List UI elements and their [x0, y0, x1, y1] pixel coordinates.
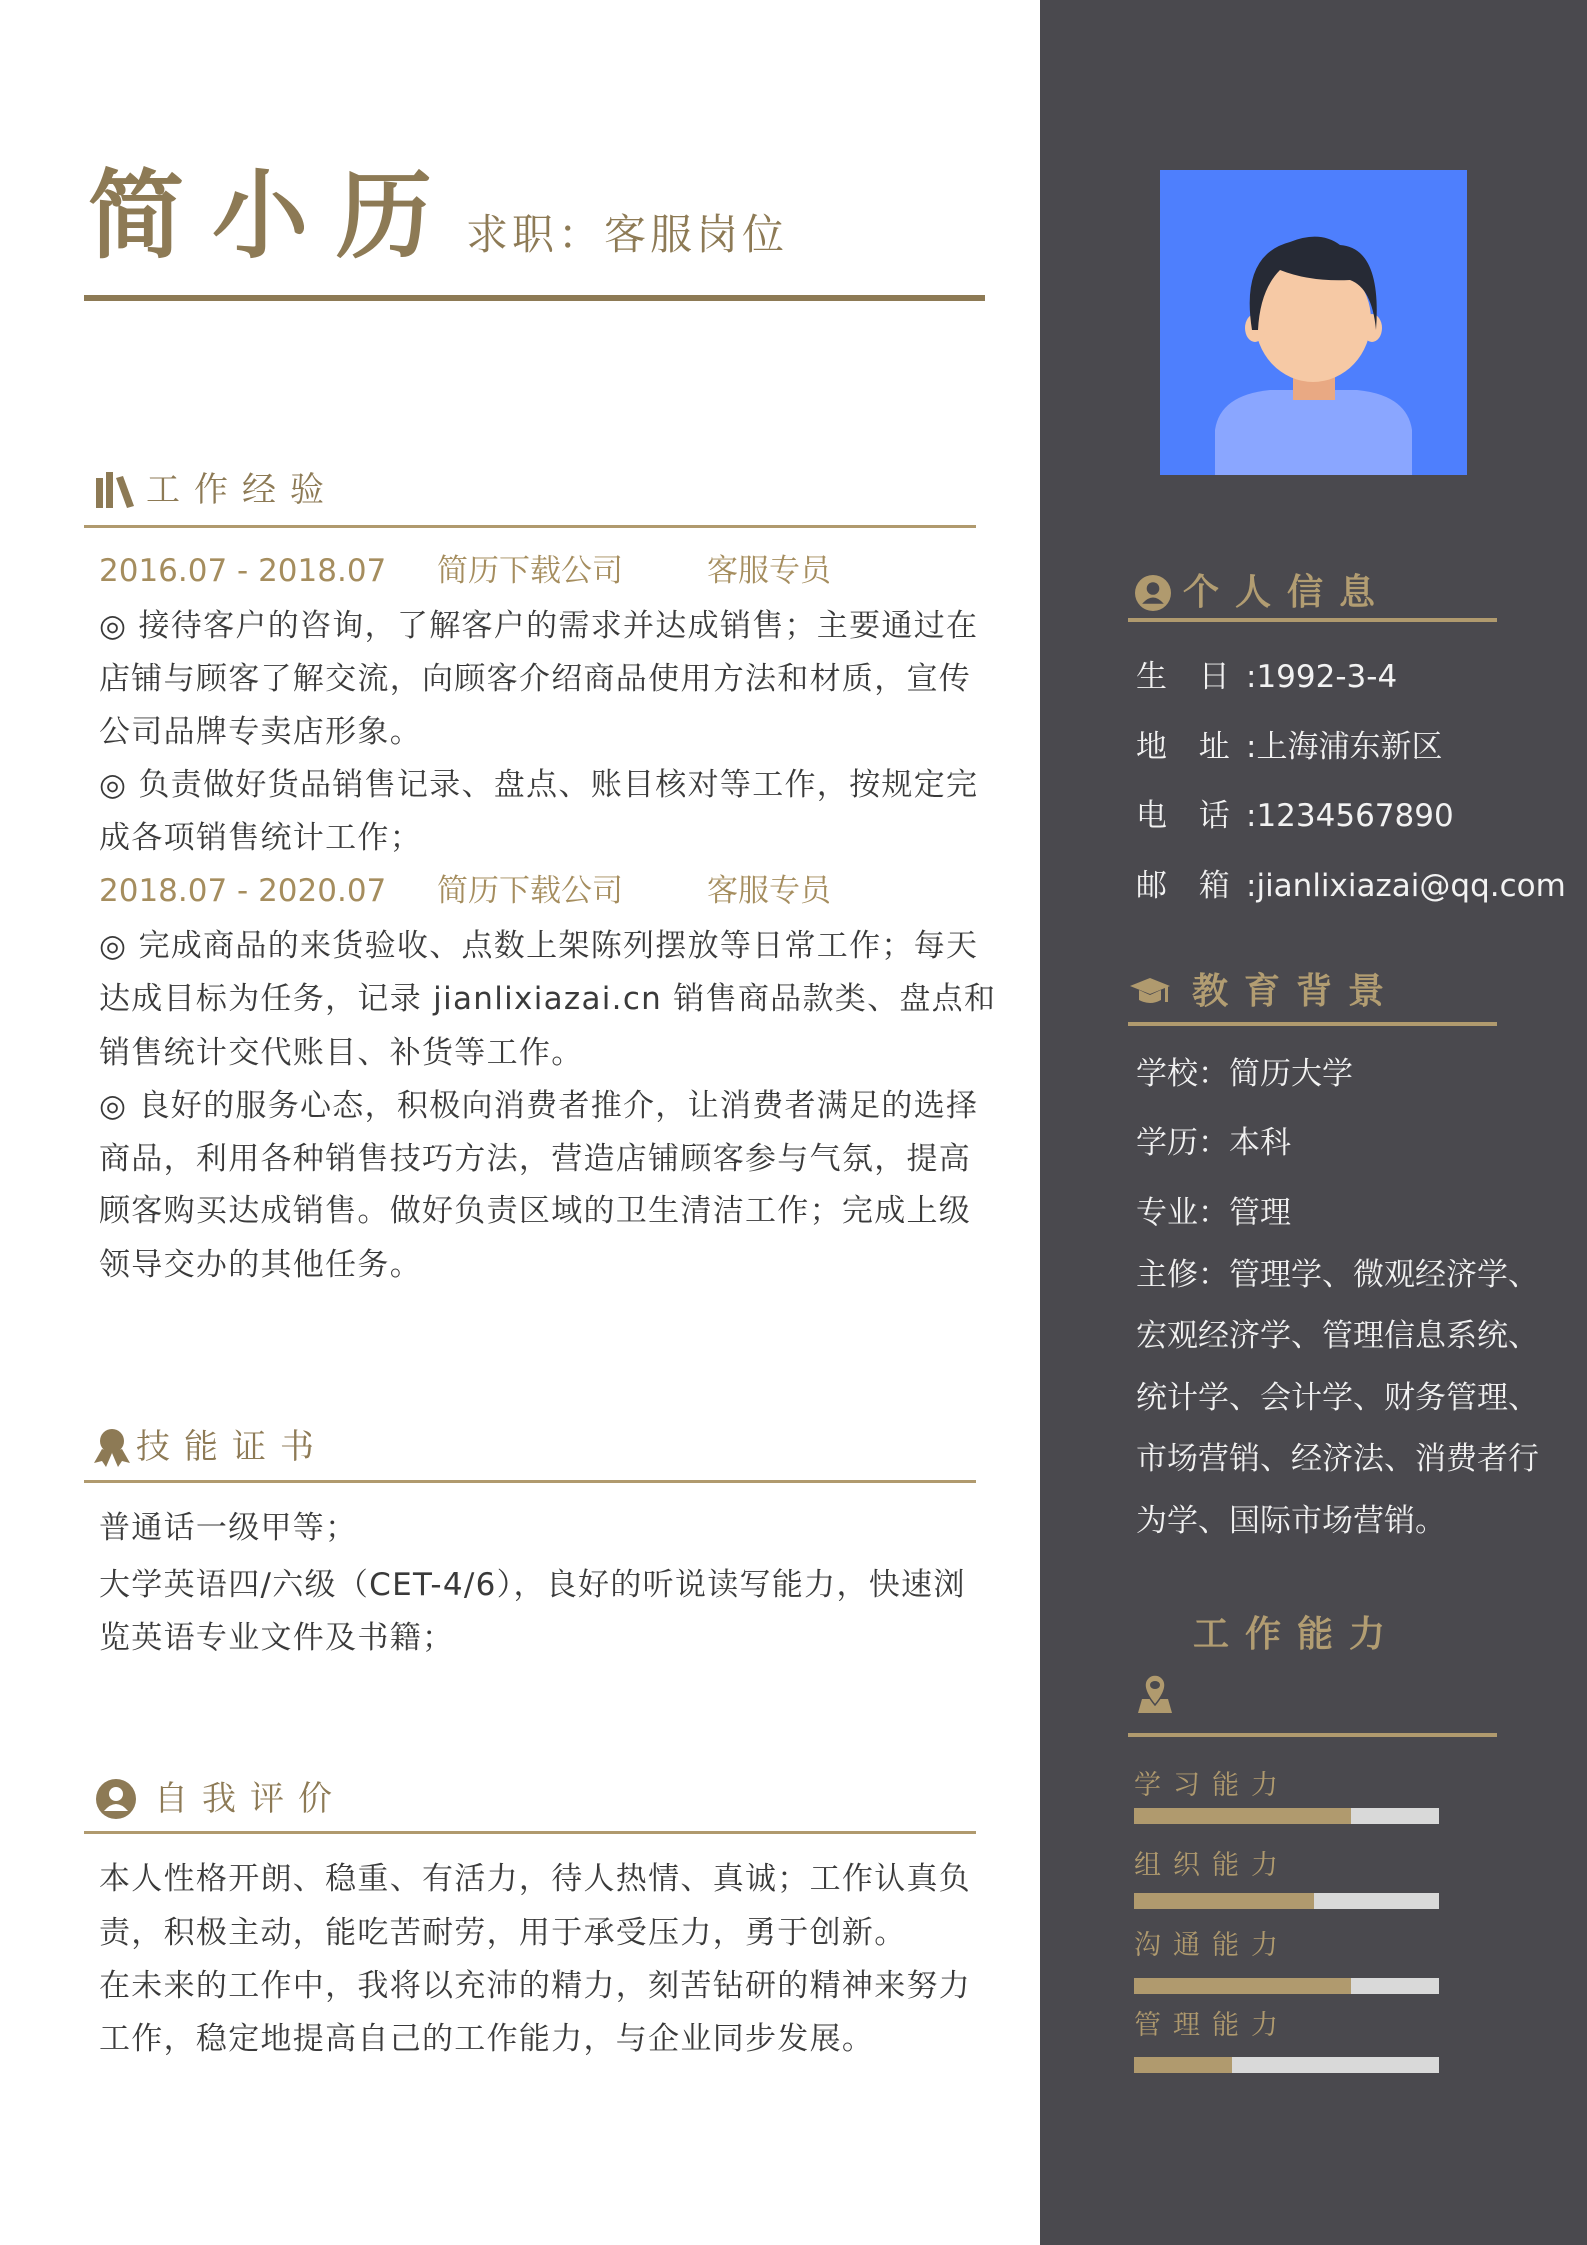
info-value: 1234567890: [1256, 798, 1454, 834]
job-desc-line: 销售统计交代账目、补货等工作。: [99, 1035, 584, 1071]
info-phone: 电 话 :1234567890: [1136, 798, 1454, 834]
avatar-icon: [1160, 170, 1467, 475]
info-label: 邮 箱: [1136, 868, 1234, 904]
info-value: jianlixiazai@qq.com: [1256, 868, 1566, 904]
resume-name: 简小历: [88, 160, 460, 272]
job-desc-line: 商品，利用各种销售技巧方法，营造店铺顾客参与气氛，提高: [99, 1141, 972, 1177]
self-eval-line: 本人性格开朗、稳重、有活力，待人热情、真诚；工作认真负: [99, 1861, 972, 1897]
work-experience-heading: [96, 472, 338, 508]
edu-line: 主修：管理学、微观经济学、: [1136, 1257, 1539, 1293]
cert-line: 普通话一级甲等；: [99, 1510, 358, 1546]
self-eval-line: 工作，稳定地提高自己的工作能力，与企业同步发展。: [99, 2021, 875, 2057]
info-birthday: 生 日 :1992-3-4: [1136, 659, 1398, 695]
job-desc-line: 领导交办的其他任务。: [99, 1247, 422, 1283]
profile-photo: [1160, 170, 1467, 475]
user-circle-icon: [96, 1779, 136, 1819]
books-icon: [96, 472, 136, 508]
job-date: 2018.07 - 2020.07: [99, 873, 387, 909]
ability-bar: [1134, 1808, 1439, 1824]
info-address: 地 址 :上海浦东新区: [1136, 729, 1443, 765]
skills-cert-heading: [92, 1427, 328, 1467]
section-divider: [1128, 618, 1497, 622]
section-title: 技能证书: [136, 1427, 328, 1467]
ability-label: 沟通能力: [1134, 1930, 1290, 1961]
section-divider: [1128, 1022, 1497, 1026]
section-title: 工作经验: [146, 470, 338, 510]
edu-line: 为学、国际市场营销。: [1136, 1503, 1446, 1539]
self-eval-heading: [96, 1779, 346, 1819]
self-eval-line: 责，积极主动，能吃苦耐劳，用于承受压力，勇于创新。: [99, 1915, 907, 1951]
job-desc-line: ◎ 负责做好货品销售记录、盘点、账目核对等工作，按规定完: [99, 767, 979, 803]
edu-line: 学校：简历大学: [1136, 1056, 1353, 1092]
cert-line: 大学英语四/六级（CET-4/6），良好的听说读写能力，快速浏: [99, 1567, 966, 1603]
ability-bar: [1134, 2057, 1439, 2073]
job-desc-line: ◎ 良好的服务心态，积极向消费者推介，让消费者满足的选择: [99, 1088, 979, 1124]
job-desc-line: 公司品牌专卖店形象。: [99, 714, 422, 750]
ability-bar-fill: [1134, 1893, 1314, 1909]
graduation-cap-icon: [1130, 976, 1170, 1008]
section-title: 教育背景: [1192, 971, 1401, 1012]
job-objective: 求职：客服岗位: [466, 210, 789, 259]
job-company: 简历下载公司: [437, 553, 623, 589]
section-title: 工作能力: [1193, 1614, 1402, 1655]
cert-line: 览英语专业文件及书籍；: [99, 1620, 455, 1656]
ability-label: 组织能力: [1134, 1850, 1290, 1881]
section-title: 自我评价: [154, 1779, 346, 1819]
info-value: 1992-3-4: [1256, 659, 1398, 695]
edu-line: 专业：管理: [1136, 1195, 1291, 1231]
ability-label: 学习能力: [1134, 1770, 1290, 1801]
info-label: 电 话: [1136, 798, 1234, 834]
section-title: 个人信息: [1183, 572, 1392, 613]
education-heading: [1130, 971, 1401, 1012]
info-email: 邮 箱 :jianlixiazai@qq.com: [1136, 868, 1566, 904]
abilities-heading: [1193, 1614, 1402, 1655]
job-desc-line: ◎ 接待客户的咨询，了解客户的需求并达成销售；主要通过在: [99, 608, 979, 644]
ability-bar-fill: [1134, 1808, 1351, 1824]
job-desc-line: 顾客购买达成销售。做好负责区域的卫生清洁工作；完成上级: [99, 1193, 972, 1229]
edu-line: 宏观经济学、管理信息系统、: [1136, 1318, 1539, 1354]
edu-line: 统计学、会计学、财务管理、: [1136, 1380, 1539, 1416]
self-eval-line: 在未来的工作中，我将以充沛的精力，刻苦钻研的精神来努力: [99, 1968, 972, 2004]
section-divider: [84, 525, 976, 528]
info-value: 上海浦东新区: [1256, 729, 1443, 765]
job-role: 客服专员: [707, 873, 831, 909]
map-pin-icon: [1138, 1673, 1172, 1713]
info-label: 地 址: [1136, 729, 1234, 765]
personal-info-heading: [1135, 572, 1392, 613]
job-desc-line: 店铺与顾客了解交流，向顾客介绍商品使用方法和材质，宣传: [99, 661, 972, 697]
edu-line: 市场营销、经济法、消费者行: [1136, 1441, 1539, 1477]
job-company: 简历下载公司: [437, 873, 623, 909]
award-icon: [92, 1427, 132, 1467]
job-role: 客服专员: [707, 553, 831, 589]
section-divider: [1128, 1733, 1497, 1737]
title-divider: [84, 295, 985, 301]
job-desc-line: 成各项销售统计工作；: [99, 820, 422, 856]
info-label: 生 日: [1136, 659, 1234, 695]
section-divider: [84, 1480, 976, 1483]
ability-bar-fill: [1134, 1978, 1351, 1994]
job-date: 2016.07 - 2018.07: [99, 553, 387, 589]
section-divider: [84, 1831, 976, 1834]
job-desc-line: 达成目标为任务，记录 jianlixiazai.cn 销售商品款类、盘点和: [99, 981, 997, 1017]
edu-line: 学历：本科: [1136, 1125, 1291, 1161]
ability-label: 管理能力: [1134, 2010, 1290, 2041]
ability-bar: [1134, 1978, 1439, 1994]
ability-bar: [1134, 1893, 1439, 1909]
ability-bar-fill: [1134, 2057, 1232, 2073]
user-circle-icon: [1135, 575, 1171, 611]
job-desc-line: ◎ 完成商品的来货验收、点数上架陈列摆放等日常工作；每天: [99, 928, 979, 964]
